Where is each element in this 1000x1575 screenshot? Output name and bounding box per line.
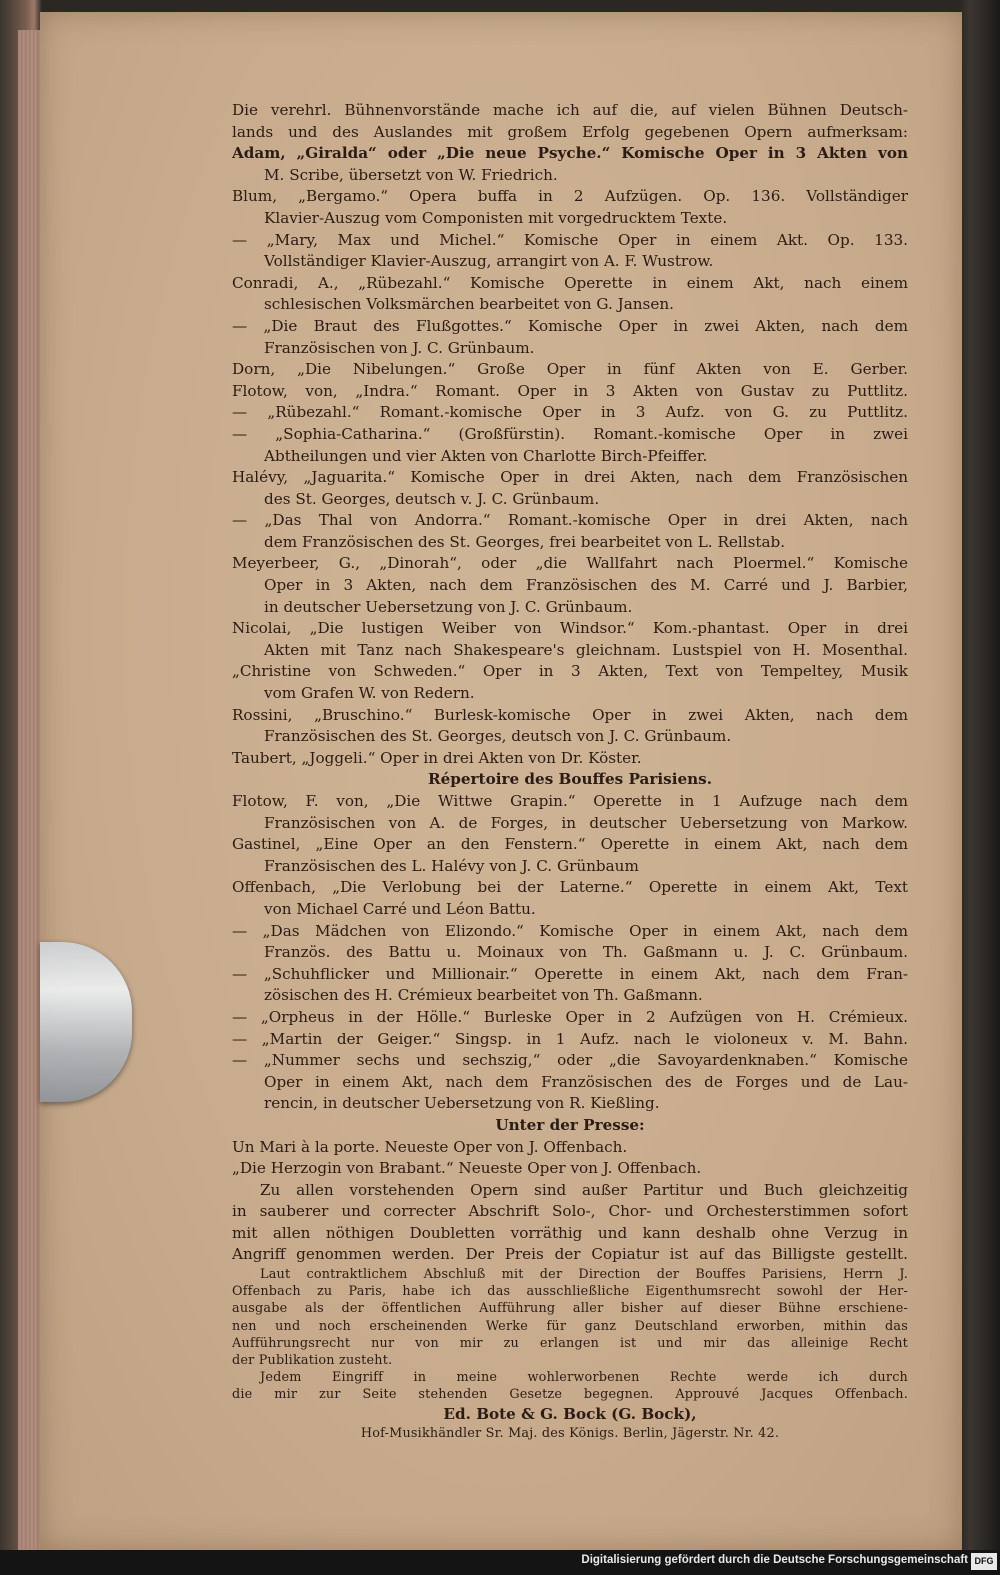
text-line: schlesischen Volksmärchen bearbeitet von G. Jansen. bbox=[264, 295, 674, 314]
footer-credit: Digitalisierung gefördert durch die Deutsche Forschungsgemeinschaft bbox=[581, 1554, 968, 1566]
text-line: Dorn, „Die Nibelungen.“ Große Oper in fünf Akten von E. Gerber. bbox=[232, 360, 908, 379]
text-line: M. Scribe, übersetzt von W. Friedrich. bbox=[264, 165, 558, 184]
text-line: von Michael Carré und Léon Battu. bbox=[264, 899, 536, 918]
text-line: lands und des Auslandes mit großem Erfolg gegebenen Opern aufmerksam: bbox=[232, 122, 908, 141]
text-line: — „Sophia-Catharina.“ (Großfürstin). Romant.-komische Oper in zwei bbox=[232, 424, 908, 443]
text-line: Ed. Bote & G. Bock (G. Bock), bbox=[443, 1404, 697, 1423]
text-line: Unter der Presse: bbox=[495, 1115, 645, 1134]
footer-bar bbox=[0, 1550, 1000, 1575]
text-line: Meyerbeer, G., „Dinorah“, oder „die Wallfahrt nach Ploermel.“ Komische bbox=[232, 554, 908, 573]
text-line: Die verehrl. Bühnenvorstände mache ich auf die, auf vielen Bühnen Deutsch- bbox=[232, 101, 908, 119]
text-line: Hof-Musikhändler Sr. Maj. des Königs. Berlin, Jägerstr. Nr. 42. bbox=[360, 1426, 780, 1442]
text-line: Rossini, „Bruschino.“ Burlesk-komische Oper in zwei Akten, nach dem bbox=[232, 705, 908, 724]
text-line: — „Das Mädchen von Elizondo.“ Komische Oper in einem Akt, nach dem bbox=[232, 921, 908, 940]
text-line: Taubert, „Joggeli.“ Oper in drei Akten von Dr. Köster. bbox=[232, 748, 642, 767]
text-line: Abtheilungen und vier Akten von Charlotte Birch-Pfeiffer. bbox=[264, 446, 708, 465]
text-line: Flotow, von, „Indra.“ Romant. Oper in 3 Akten von Gustav zu Puttlitz. bbox=[232, 381, 908, 400]
text-line: — „Nummer sechs und sechszig,“ oder „die Savoyardenknaben.“ Komische bbox=[232, 1051, 908, 1070]
text-line: Französischen des L. Halévy von J. C. Grünbaum bbox=[264, 856, 639, 875]
text-line: Französischen des St. Georges, deutsch von J. C. Grünbaum. bbox=[264, 727, 732, 746]
text-line: Oper in einem Akt, nach dem Französischen des de Forges und de Lau- bbox=[264, 1072, 908, 1091]
text-line: Nicolai, „Die lustigen Weiber von Windsor.“ Kom.-phantast. Oper in drei bbox=[232, 619, 908, 638]
text-line: Offenbach, „Die Verlobung bei der Laterne.“ Operette in einem Akt, Text bbox=[232, 878, 908, 897]
text-line: vom Grafen W. von Redern. bbox=[264, 684, 475, 703]
text-line: Offenbach zu Paris, habe ich das ausschließliche Eigenthumsrecht sowohl der Her- bbox=[232, 1284, 908, 1300]
text-line: Halévy, „Jaguarita.“ Komische Oper in drei Akten, nach dem Französischen bbox=[232, 468, 908, 487]
text-line: Akten mit Tanz nach Shakespeare's gleichnam. Lustspiel von H. Mosenthal. bbox=[264, 640, 908, 659]
text-line: — „Schuhflicker und Millionair.“ Operette in einem Akt, nach dem Fran- bbox=[232, 964, 908, 983]
text-line: Laut contraktlichem Abschluß mit der Direction der Bouffes Parisiens, Herrn J. bbox=[260, 1267, 908, 1283]
text-line: Conradi, A., „Rübezahl.“ Komische Operette in einem Akt, nach einem bbox=[232, 273, 908, 292]
text-line: Blum, „Bergamo.“ Opera buffa in 2 Aufzügen. Op. 136. Vollständiger bbox=[232, 187, 908, 206]
text-line: Oper in 3 Akten, nach dem Französischen des M. Carré und J. Barbier, bbox=[264, 576, 908, 595]
text-line: Gastinel, „Eine Oper an den Fenstern.“ Operette in einem Akt, nach dem bbox=[232, 835, 908, 854]
text-line: Angriff genommen werden. Der Preis der Copiatur ist auf das Billigste gestellt. bbox=[232, 1245, 908, 1264]
text-line: Klavier-Auszug vom Componisten mit vorgedrucktem Texte. bbox=[264, 208, 728, 227]
text-line: nen und noch erscheinenden Werke für ganz Deutschland erworben, mithin das bbox=[232, 1318, 908, 1334]
text-line: in sauberer und correcter Abschrift Solo-, Chor- und Orchesterstimmen sofort bbox=[232, 1202, 908, 1221]
text-line: Französischen von J. C. Grünbaum. bbox=[264, 338, 535, 357]
text-line: Aufführungsrecht nur von mir zu erlangen ist und mir das alleinige Recht bbox=[232, 1335, 908, 1351]
text-line: der Publikation zusteht. bbox=[232, 1353, 393, 1369]
text-line: — „Das Thal von Andorra.“ Romant.-komische Oper in drei Akten, nach bbox=[232, 511, 908, 530]
text-line: die mir zur Seite stehenden Gesetze begegnen. Approuvé Jacques Offenbach. bbox=[232, 1387, 908, 1403]
text-line: dem Französischen des St. Georges, frei bearbeitet von L. Rellstab. bbox=[264, 532, 786, 551]
text-line: ausgabe als der öffentlichen Aufführung aller bisher auf dieser Bühne erschiene- bbox=[232, 1301, 908, 1317]
text-line: des St. Georges, deutsch v. J. C. Grünbaum. bbox=[264, 489, 600, 508]
text-line: mit allen nöthigen Doubletten vorräthig und kann deshalb ohne Verzug in bbox=[232, 1223, 908, 1242]
text-line: in deutscher Uebersetzung von J. C. Grünbaum. bbox=[264, 597, 633, 616]
page-clip bbox=[40, 942, 132, 1102]
text-line: — „Mary, Max und Michel.“ Komische Oper in einem Akt. Op. 133. bbox=[232, 230, 908, 249]
text-line: Zu allen vorstehenden Opern sind außer Partitur und Buch gleichzeitig bbox=[260, 1180, 908, 1199]
text-line: — „Die Braut des Flußgottes.“ Komische Oper in zwei Akten, nach dem bbox=[232, 316, 908, 335]
text-line: Jedem Eingriff in meine wohlerworbenen Rechte werde ich durch bbox=[260, 1370, 908, 1386]
text-line: „Christine von Schweden.“ Oper in 3 Akten, Text von Tempeltey, Musik bbox=[232, 662, 908, 681]
text-line: Un Mari à la porte. Neueste Oper von J. Offenbach. bbox=[232, 1137, 628, 1156]
text-line: zösischen des H. Crémieux bearbeitet von Th. Gaßmann. bbox=[264, 986, 703, 1005]
text-line: Französ. des Battu u. Moinaux von Th. Gaßmann u. J. C. Grünbaum. bbox=[264, 943, 908, 962]
text-line: rencin, in deutscher Uebersetzung von R. Kießling. bbox=[264, 1094, 660, 1113]
text-line: Vollständiger Klavier-Auszug, arrangirt von A. F. Wustrow. bbox=[264, 252, 714, 271]
advertisement-text bbox=[232, 100, 908, 1442]
dfg-logo: DFG bbox=[971, 1553, 997, 1570]
text-line: „Die Herzogin von Brabant.“ Neueste Oper von J. Offenbach. bbox=[232, 1159, 702, 1178]
text-line: — „Orpheus in der Hölle.“ Burleske Oper in 2 Aufzügen von H. Crémieux. bbox=[232, 1007, 908, 1026]
text-line: Répertoire des Bouffes Parisiens. bbox=[427, 770, 713, 789]
text-line: Französischen von A. de Forges, in deutscher Uebersetzung von Markow. bbox=[264, 813, 908, 832]
text-line: Adam, „Giralda“ oder „Die neue Psyche.“ Komische Oper in 3 Akten von bbox=[232, 144, 908, 163]
text-line: Flotow, F. von, „Die Wittwe Grapin.“ Operette in 1 Aufzuge nach dem bbox=[232, 792, 908, 810]
text-line: — „Rübezahl.“ Romant.-komische Oper in 3 Aufz. von G. zu Puttlitz. bbox=[232, 403, 908, 422]
text-line: — „Martin der Geiger.“ Singsp. in 1 Aufz. nach le violoneux v. M. Bahn. bbox=[232, 1029, 908, 1048]
